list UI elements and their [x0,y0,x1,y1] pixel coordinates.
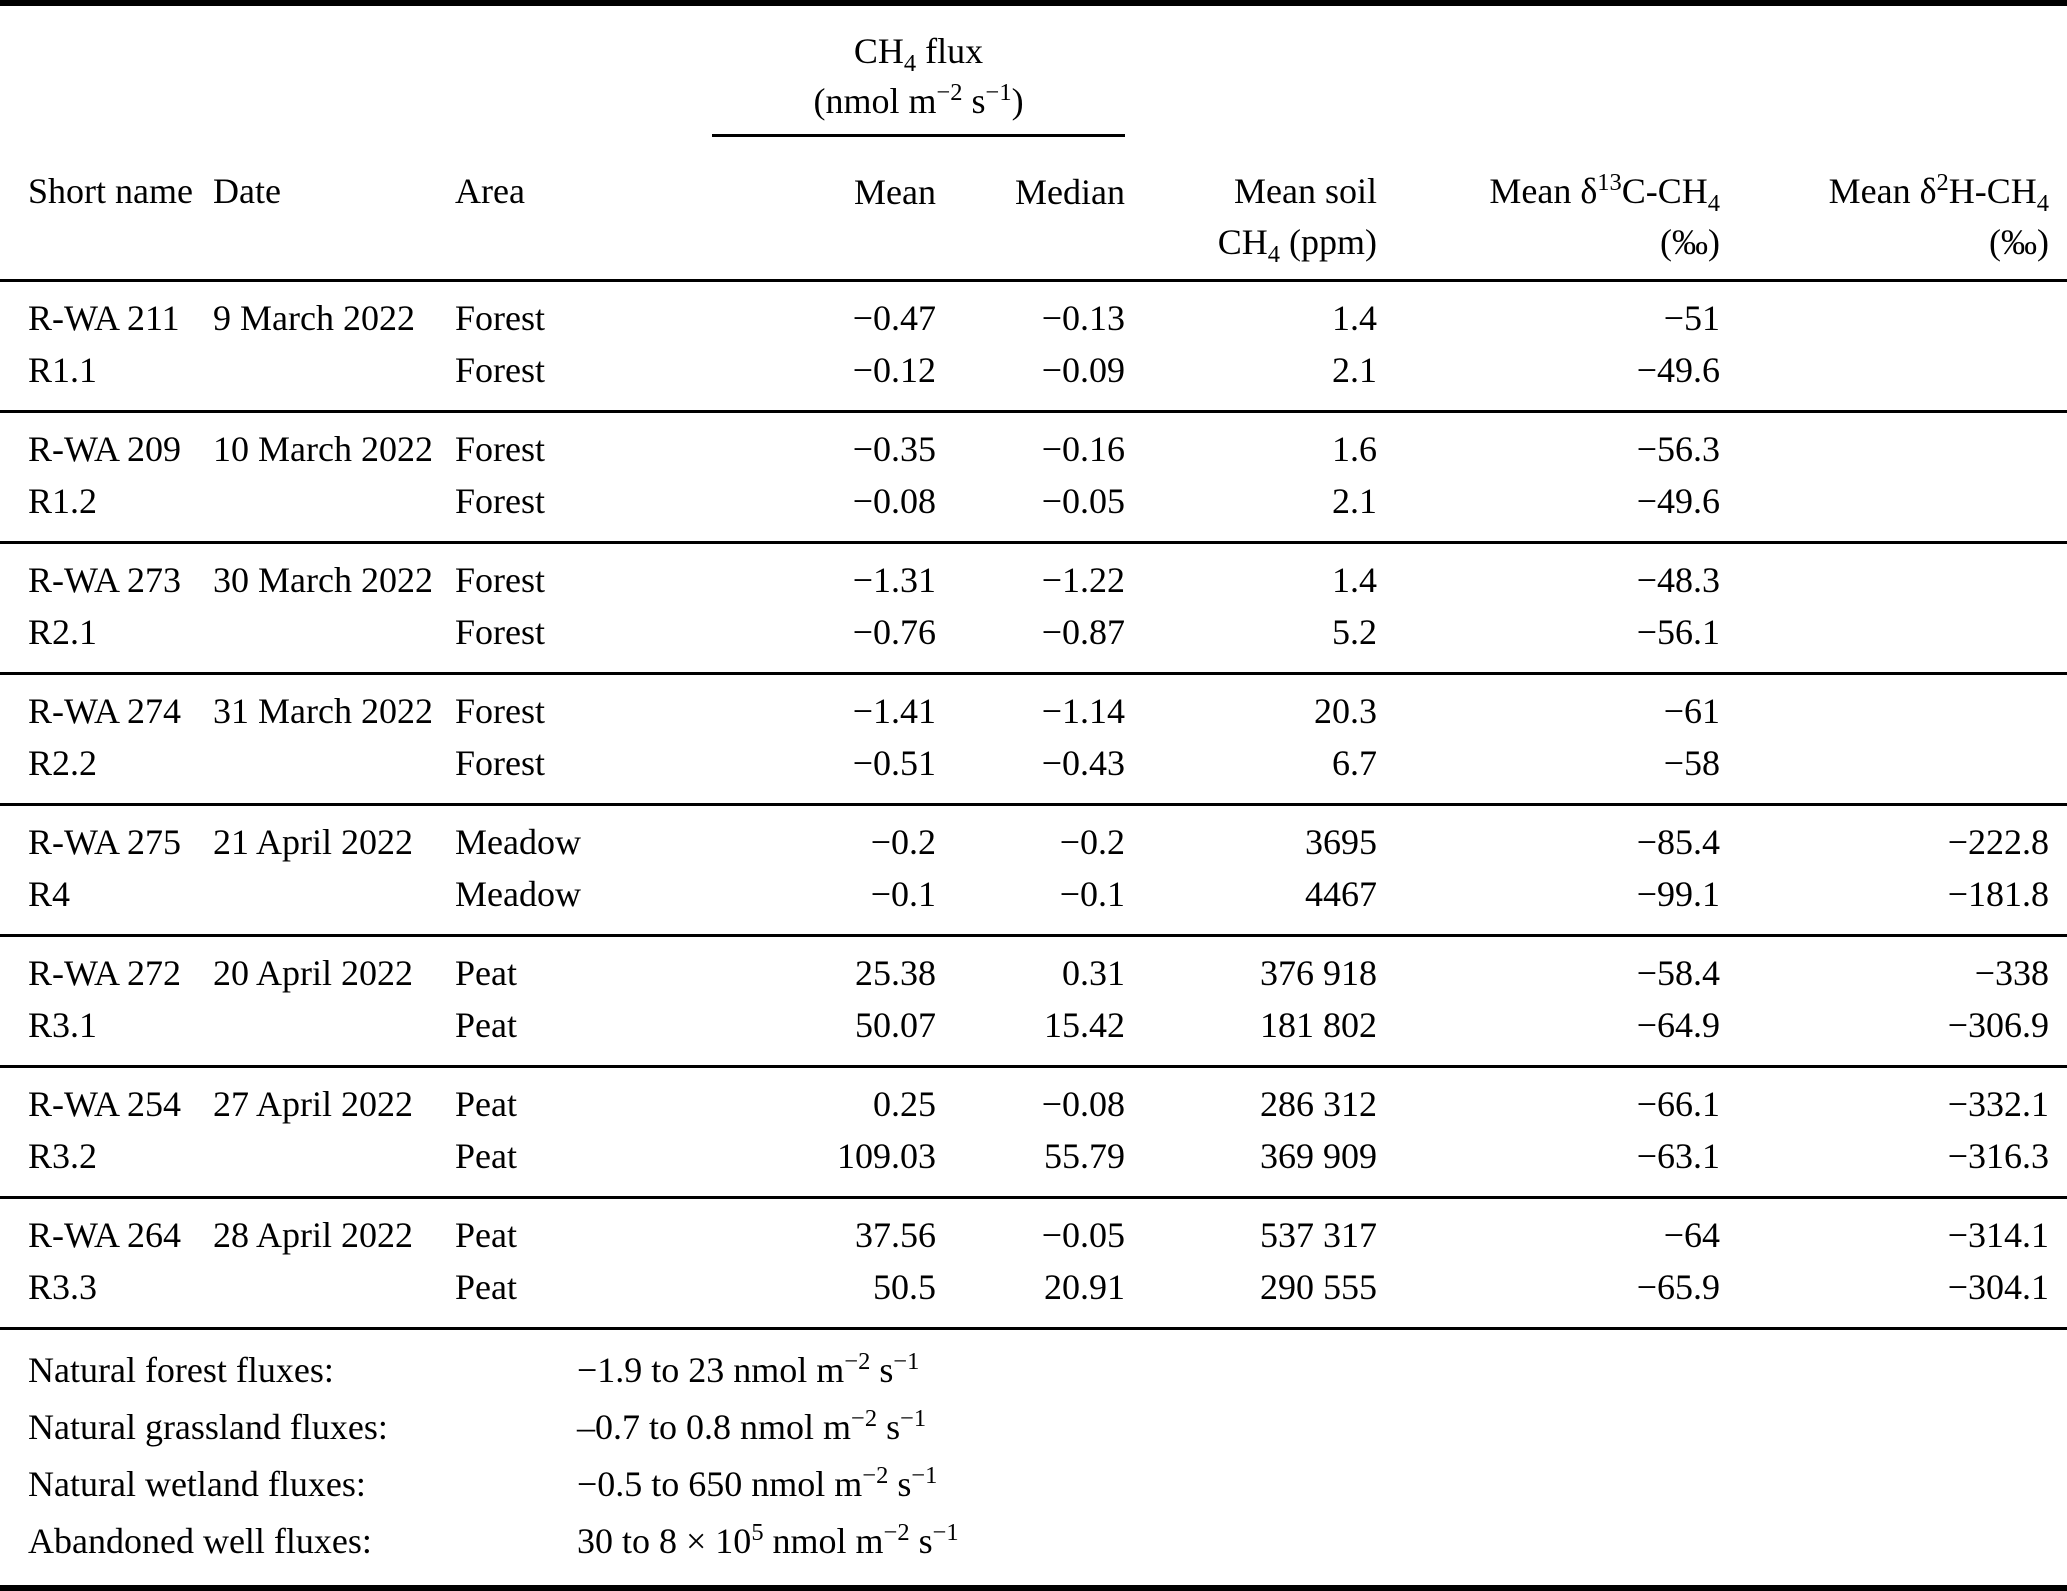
cell-mean: 25.38 [712,936,936,1000]
cell-mean: 0.25 [712,1067,936,1131]
cell-mean: −0.2 [712,805,936,869]
col-header-date: Date [213,171,281,212]
cell-area: Forest [455,674,712,738]
cell-median: 20.91 [1044,1267,1126,1307]
cell-d13c: −58.4 [1377,936,1720,1000]
cell-d2h: −332.1 [1720,1067,2067,1131]
cell-soil-ch4: 290 555 [1260,1267,1378,1307]
cell-short-name: R-WA 254 [0,1067,213,1131]
cell-short-name: R1.1 [28,350,98,390]
col-header-d2h: Mean $\delta^2H-CH_4$ [1828,169,2050,218]
footnote-label: Natural forest fluxes: [28,1350,334,1390]
cell-short-name: R3.1 [28,1005,98,1045]
cell-area: Peat [455,1136,517,1176]
cell-d2h: −306.9 [1947,1005,2050,1045]
cell-d2h [1720,344,2067,412]
cell-mean: −0.47 [852,298,937,338]
flux-group-title: $CH_4$ flux [853,31,984,78]
cell-area: Peat [455,1005,517,1045]
cell-soil-ch4: 369 909 [1260,1136,1378,1176]
col-header-mean: Mean [854,172,937,212]
cell-short-name: R-WA 211 [28,298,180,338]
table-row [0,1198,2067,1262]
cell-d13c: −85.4 [1377,805,1720,869]
cell-short-name: R3.3 [28,1267,98,1307]
cell-median: −0.05 [1041,481,1126,521]
cell-soil-ch4: 20.3 [1125,674,1377,738]
cell-mean: 37.56 [712,1198,936,1262]
cell-soil-ch4: 1.4 [1125,543,1377,607]
cell-area: Forest [455,612,545,652]
cell-date [213,1130,455,1198]
cell-d2h: −338 [1720,936,2067,1000]
cell-area: Forest [455,543,712,607]
header-spacer [0,76,712,136]
cell-soil-ch4: 376 918 [1125,936,1377,1000]
cell-soil-ch4: 537 317 [1125,1198,1377,1262]
cell-date [213,344,455,412]
cell-d13c: −66.1 [1377,1067,1720,1131]
table-row [0,1261,2067,1327]
cell-d2h [1720,737,2067,805]
cell-date [213,475,455,543]
flux-group-unit-row [0,76,2067,136]
cell-median: −0.1 [1059,874,1126,914]
cell-short-name: R1.2 [28,481,98,521]
cell-short-name: R-WA 274 [0,674,213,738]
cell-median: −0.08 [936,1067,1125,1131]
header-spacer [455,217,712,281]
flux-group-title-row [0,6,2067,76]
cell-short-name: R-WA 275 [0,805,213,869]
table-row [0,281,2067,345]
cell-date: 10 March 2022 [213,412,455,476]
cell-area: Forest [455,350,545,390]
cell-d13c: −61 [1377,674,1720,738]
col-header-d13c: Mean $\delta^{13}C-CH_4$ [1489,169,1721,218]
cell-date [213,1261,455,1327]
cell-soil-ch4: 2.1 [1332,350,1378,390]
cell-d13c: −64 [1377,1198,1720,1262]
cell-area: Peat [455,1198,712,1262]
footnote-value: 30 to $8 \times 10^5$ nmol $m^{-2}$ $s^{-1}$ [577,1519,959,1561]
cell-d13c: −99.1 [1636,874,1721,914]
footnote-label: Abandoned well fluxes: [28,1521,372,1561]
table-row [0,1130,2067,1198]
cell-date: 30 March 2022 [213,543,455,607]
cell-d13c: −48.3 [1377,543,1720,607]
cell-d2h: −314.1 [1720,1198,2067,1262]
cell-d2h [1720,475,2067,543]
cell-mean: 50.5 [873,1267,937,1307]
table-row [0,674,2067,738]
cell-area: Forest [455,298,545,338]
cell-soil-ch4: 6.7 [1332,743,1378,783]
col-header-area: Area [455,171,525,212]
table-row [0,868,2067,936]
footnote-value: –0.7 to 0.8 nmol $m^{-2}$ $s^{-1}$ [577,1405,927,1447]
cell-d2h: −316.3 [1947,1136,2050,1176]
header-spacer [1125,76,2067,136]
cell-date: 20 April 2022 [213,936,455,1000]
data-table [0,6,2067,1327]
cell-d13c: −49.6 [1636,481,1721,521]
cell-area: Meadow [455,874,581,914]
cell-d13c: −65.9 [1636,1267,1721,1307]
cell-area: Meadow [455,805,712,869]
table-body [0,281,2067,1328]
cell-mean: 109.03 [837,1136,937,1176]
cell-mean: −0.12 [852,350,937,390]
footnote-label: Natural wetland fluxes: [28,1464,366,1504]
col-header-soil: Mean soil [1234,171,1378,212]
cell-d13c: −56.1 [1636,612,1721,652]
cell-area: Forest [455,481,545,521]
table-row [0,1067,2067,1131]
flux-group-unit: (nmol $m^{-2}$ $s^{-1}$) [712,76,1125,136]
footnotes [0,1327,2067,1580]
cell-d13c: −64.9 [1636,1005,1721,1045]
cell-median: −0.2 [936,805,1125,869]
cell-d2h [1720,674,2067,738]
header-spacer [213,217,455,281]
header-spacer [0,6,712,76]
header-spacer [936,217,1125,281]
cell-soil-ch4: 1.6 [1125,412,1377,476]
cell-d13c: −63.1 [1636,1136,1721,1176]
cell-mean: −0.51 [852,743,937,783]
cell-median: −1.14 [936,674,1125,738]
cell-mean: −0.08 [852,481,937,521]
col-header-short-name: Short name [28,171,193,212]
cell-date: 9 March 2022 [213,298,415,338]
cell-date: 28 April 2022 [213,1198,455,1262]
cell-mean: −0.76 [852,612,937,652]
cell-short-name: R-WA 273 [0,543,213,607]
col-header-d13c-unit: (‰) [1377,217,1720,281]
cell-median: −0.87 [1041,612,1126,652]
footnote-value: −0.5 to 650 nmol $m^{-2}$ $s^{-1}$ [577,1462,938,1504]
footnote-row [0,1456,2067,1513]
cell-mean: −1.31 [712,543,936,607]
cell-median: −1.22 [936,543,1125,607]
cell-median: −0.05 [936,1198,1125,1262]
col-header-d2h-unit: (‰) [1720,217,2067,281]
cell-soil-ch4: 4467 [1305,874,1378,914]
cell-short-name: R-WA 264 [0,1198,213,1262]
cell-short-name: R3.2 [28,1136,98,1176]
cell-date: 27 April 2022 [213,1067,455,1131]
table-row [0,412,2067,476]
cell-area: Forest [455,412,712,476]
cell-short-name: R-WA 209 [0,412,213,476]
cell-d2h [1720,543,2067,607]
header-spacer [712,217,936,281]
table-row [0,999,2067,1067]
column-header-row [0,136,2067,218]
cell-soil-ch4: 2.1 [1332,481,1378,521]
footnote-label: Natural grassland fluxes: [28,1407,388,1447]
cell-area: Forest [455,743,545,783]
cell-soil-ch4: 181 802 [1260,1005,1378,1045]
cell-d2h: −304.1 [1947,1267,2050,1307]
cell-short-name: R4 [28,874,71,914]
footnote-row [0,1399,2067,1456]
cell-short-name: R-WA 272 [0,936,213,1000]
cell-d13c: −51 [1663,298,1721,338]
cell-area: Peat [455,1267,517,1307]
header-spacer [1125,6,2067,76]
header-spacer [0,217,213,281]
cell-d2h: −222.8 [1720,805,2067,869]
cell-date [213,868,455,936]
footnote-row [0,1342,2067,1399]
cell-short-name: R2.1 [28,612,98,652]
cell-median: −0.16 [936,412,1125,476]
table-row [0,344,2067,412]
table-row [0,606,2067,674]
cell-d2h [1720,412,2067,476]
table-row [0,805,2067,869]
cell-d2h: −181.8 [1947,874,2050,914]
cell-mean: 50.07 [855,1005,937,1045]
cell-median: 55.79 [1044,1136,1126,1176]
cell-date [213,737,455,805]
footnote-row [0,1513,2067,1570]
cell-mean: −0.35 [712,412,936,476]
table-row [0,475,2067,543]
cell-area: Peat [455,936,712,1000]
cell-median: −0.43 [1041,743,1126,783]
footnote-value: −1.9 to 23 nmol $m^{-2}$ $s^{-1}$ [577,1348,920,1390]
cell-area: Peat [455,1067,712,1131]
table-row [0,737,2067,805]
cell-mean: −1.41 [712,674,936,738]
cell-soil-ch4: 5.2 [1332,612,1378,652]
cell-median: −0.13 [1041,298,1126,338]
cell-date: 21 April 2022 [213,805,455,869]
cell-soil-ch4: 3695 [1125,805,1377,869]
table-row [0,936,2067,1000]
cell-d2h [1720,606,2067,674]
col-header-soil-unit: $CH_4$ (ppm) [1125,217,1377,281]
cell-short-name: R2.2 [28,743,98,783]
cell-date [213,606,455,674]
cell-median: 15.42 [1044,1005,1126,1045]
cell-d2h [1720,281,2067,345]
cell-d13c: −56.3 [1377,412,1720,476]
cell-d13c: −58 [1663,743,1721,783]
cell-median: −0.09 [1041,350,1126,390]
cell-date [213,999,455,1067]
cell-median: 0.31 [936,936,1125,1000]
column-header-unit-row [0,217,2067,281]
table-row [0,543,2067,607]
cell-d13c: −49.6 [1636,350,1721,390]
cell-date: 31 March 2022 [213,674,455,738]
col-header-median: Median [1015,172,1126,212]
table-header [0,6,2067,281]
cell-mean: −0.1 [870,874,937,914]
cell-soil-ch4: 286 312 [1125,1067,1377,1131]
cell-soil-ch4: 1.4 [1332,298,1378,338]
